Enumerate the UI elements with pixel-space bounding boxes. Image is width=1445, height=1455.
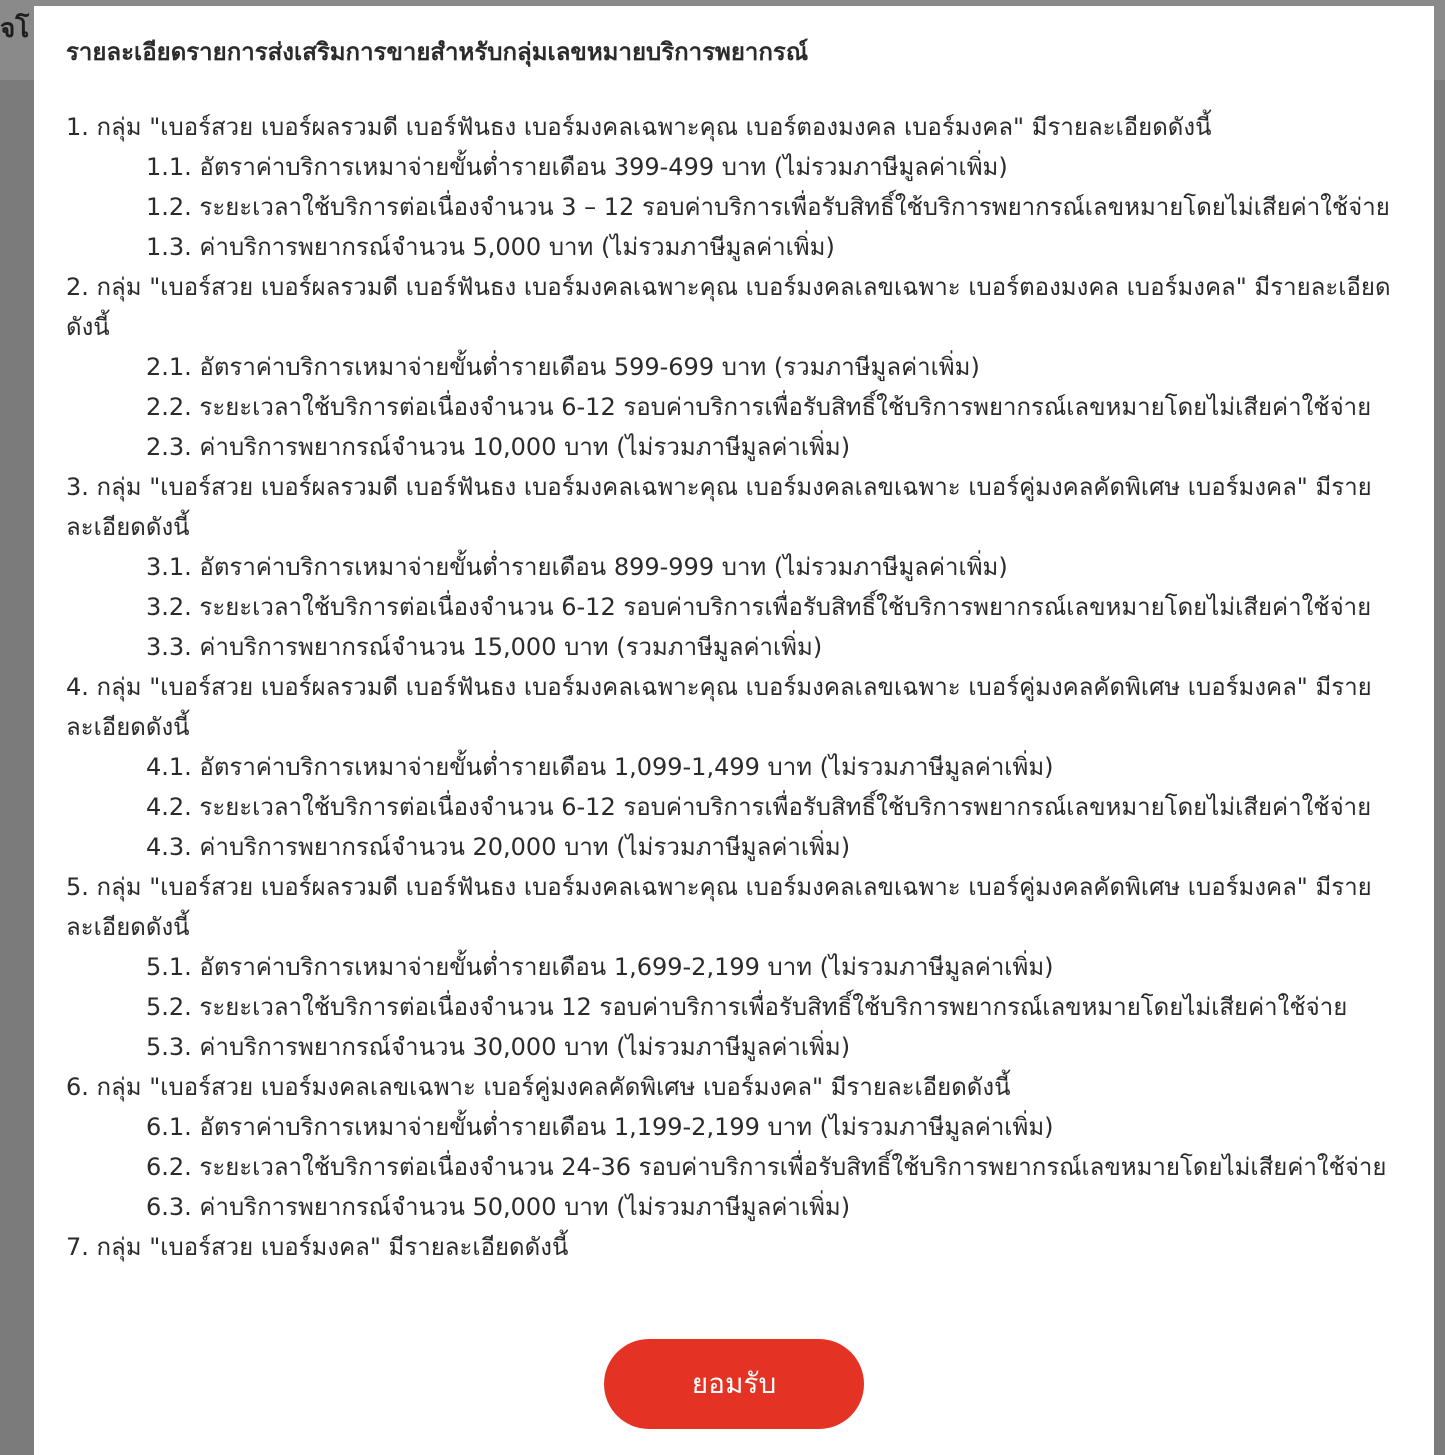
group-5	[66, 867, 1402, 1067]
group-heading: 2. กลุ่ม "เบอร์สวย เบอร์ผลรวมดี เบอร์ฟันธง เบอร์มงคลเฉพาะคุณ เบอร์มงคลเลขเฉพาะ เบอร์ตองมงคล เบอร์มงคล" มีรายละเอียดดังนี้	[66, 273, 1391, 341]
group-heading: 3. กลุ่ม "เบอร์สวย เบอร์ผลรวมดี เบอร์ฟันธง เบอร์มงคลเฉพาะคุณ เบอร์มงคลเลขเฉพาะ เบอร์คู่มงคลคัดพิเศษ เบอร์มงคล" มีรายละเอียดดังนี้	[66, 473, 1372, 541]
group-4	[66, 667, 1402, 867]
group-heading: 5. กลุ่ม "เบอร์สวย เบอร์ผลรวมดี เบอร์ฟันธง เบอร์มงคลเฉพาะคุณ เบอร์มงคลเลขเฉพาะ เบอร์คู่มงคลคัดพิเศษ เบอร์มงคล" มีรายละเอียดดังนี้	[66, 873, 1372, 941]
sub-item: 4.2. ระยะเวลาใช้บริการต่อเนื่องจำนวน 6-12 รอบค่าบริการเพื่อรับสิทธิ์ใช้บริการพยากรณ์เลขหมายโดยไม่เสียค่าใช้จ่าย	[146, 793, 1372, 821]
sub-item: 6.1. อัตราค่าบริการเหมาจ่ายขั้นต่ำรายเดือน 1,199-2,199 บาท (ไม่รวมภาษีมูลค่าเพิ่ม)	[146, 1113, 1054, 1141]
group-2	[66, 267, 1402, 467]
group-7	[66, 1227, 1402, 1267]
sub-item: 5.3. ค่าบริการพยากรณ์จำนวน 30,000 บาท (ไม่รวมภาษีมูลค่าเพิ่ม)	[146, 1033, 851, 1061]
group-heading: 1. กลุ่ม "เบอร์สวย เบอร์ผลรวมดี เบอร์ฟันธง เบอร์มงคลเฉพาะคุณ เบอร์ตองมงคล เบอร์มงคล" มีรายละเอียดดังนี้	[66, 113, 1212, 141]
accept-button[interactable]: ยอมรับ	[604, 1339, 864, 1429]
sub-item: 1.3. ค่าบริการพยากรณ์จำนวน 5,000 บาท (ไม่รวมภาษีมูลค่าเพิ่ม)	[146, 233, 835, 261]
modal-content	[66, 107, 1402, 1267]
sub-item: 5.1. อัตราค่าบริการเหมาจ่ายขั้นต่ำรายเดือน 1,699-2,199 บาท (ไม่รวมภาษีมูลค่าเพิ่ม)	[146, 953, 1054, 981]
sub-item: 4.3. ค่าบริการพยากรณ์จำนวน 20,000 บาท (ไม่รวมภาษีมูลค่าเพิ่ม)	[146, 833, 851, 861]
sub-item: 6.3. ค่าบริการพยากรณ์จำนวน 50,000 บาท (ไม่รวมภาษีมูลค่าเพิ่ม)	[146, 1193, 851, 1221]
group-heading: 6. กลุ่ม "เบอร์สวย เบอร์มงคลเลขเฉพาะ เบอร์คู่มงคลคัดพิเศษ เบอร์มงคล" มีรายละเอียดดังนี้	[66, 1073, 1011, 1101]
sub-item: 3.2. ระยะเวลาใช้บริการต่อเนื่องจำนวน 6-12 รอบค่าบริการเพื่อรับสิทธิ์ใช้บริการพยากรณ์เลขหมายโดยไม่เสียค่าใช้จ่าย	[146, 593, 1372, 621]
sub-item: 6.2. ระยะเวลาใช้บริการต่อเนื่องจำนวน 24-36 รอบค่าบริการเพื่อรับสิทธิ์ใช้บริการพยากรณ์เลขหมายโดยไม่เสียค่าใช้จ่าย	[146, 1153, 1387, 1181]
group-1	[66, 107, 1402, 267]
sub-item: 3.3. ค่าบริการพยากรณ์จำนวน 15,000 บาท (รวมภาษีมูลค่าเพิ่ม)	[146, 633, 823, 661]
sub-item: 2.2. ระยะเวลาใช้บริการต่อเนื่องจำนวน 6-12 รอบค่าบริการเพื่อรับสิทธิ์ใช้บริการพยากรณ์เลขหมายโดยไม่เสียค่าใช้จ่าย	[146, 393, 1372, 421]
group-6	[66, 1067, 1402, 1227]
sub-item: 1.1. อัตราค่าบริการเหมาจ่ายขั้นต่ำรายเดือน 399-499 บาท (ไม่รวมภาษีมูลค่าเพิ่ม)	[146, 153, 1008, 181]
background-header-text: จโ	[0, 14, 30, 44]
modal-footer	[34, 1339, 1434, 1429]
group-heading: 4. กลุ่ม "เบอร์สวย เบอร์ผลรวมดี เบอร์ฟันธง เบอร์มงคลเฉพาะคุณ เบอร์มงคลเลขเฉพาะ เบอร์คู่มงคลคัดพิเศษ เบอร์มงคล" มีรายละเอียดดังนี้	[66, 673, 1372, 741]
group-heading: 7. กลุ่ม "เบอร์สวย เบอร์มงคล" มีรายละเอียดดังนี้	[66, 1233, 569, 1261]
sub-item: 2.1. อัตราค่าบริการเหมาจ่ายขั้นต่ำรายเดือน 599-699 บาท (รวมภาษีมูลค่าเพิ่ม)	[146, 353, 980, 381]
sub-item: 1.2. ระยะเวลาใช้บริการต่อเนื่องจำนวน 3 – 12 รอบค่าบริการเพื่อรับสิทธิ์ใช้บริการพยากรณ์เลขหมายโดยไม่เสียค่าใช้จ่าย	[146, 193, 1390, 221]
sub-item: 3.1. อัตราค่าบริการเหมาจ่ายขั้นต่ำรายเดือน 899-999 บาท (ไม่รวมภาษีมูลค่าเพิ่ม)	[146, 553, 1008, 581]
group-3	[66, 467, 1402, 667]
promotion-details-modal	[34, 6, 1434, 1455]
sub-item: 2.3. ค่าบริการพยากรณ์จำนวน 10,000 บาท (ไม่รวมภาษีมูลค่าเพิ่ม)	[146, 433, 851, 461]
sub-item: 5.2. ระยะเวลาใช้บริการต่อเนื่องจำนวน 12 รอบค่าบริการเพื่อรับสิทธิ์ใช้บริการพยากรณ์เลขหมายโดยไม่เสียค่าใช้จ่าย	[146, 993, 1348, 1021]
sub-item: 4.1. อัตราค่าบริการเหมาจ่ายขั้นต่ำรายเดือน 1,099-1,499 บาท (ไม่รวมภาษีมูลค่าเพิ่ม)	[146, 753, 1054, 781]
modal-title: รายละเอียดรายการส่งเสริมการขายสำหรับกลุ่มเลขหมายบริการพยากรณ์	[66, 38, 809, 66]
